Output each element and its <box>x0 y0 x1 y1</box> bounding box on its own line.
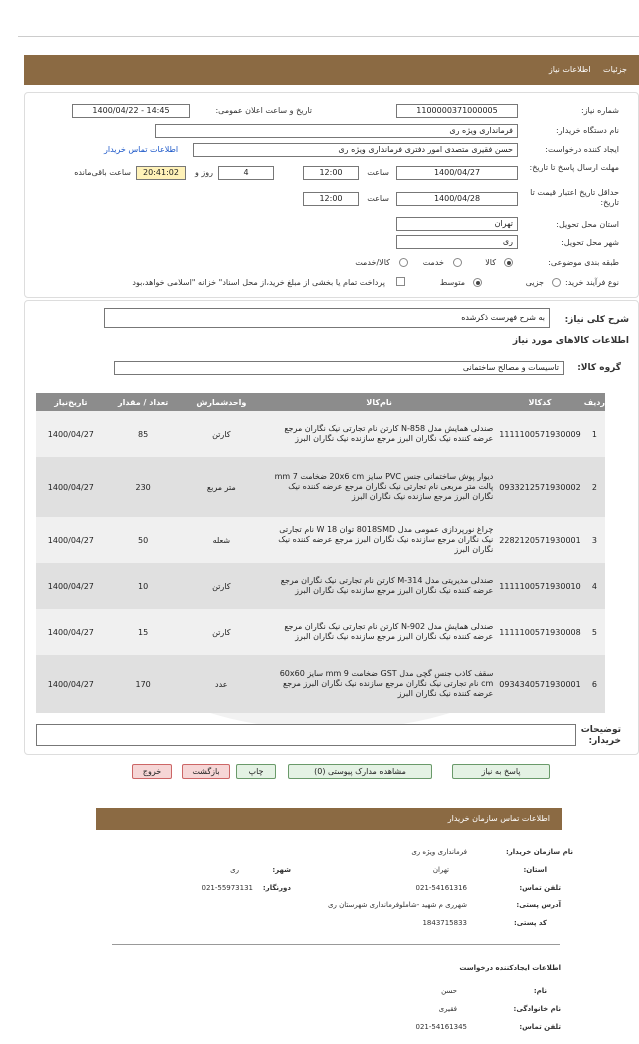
reply-button[interactable]: پاسخ به نیاز <box>452 764 550 779</box>
col-qty-header: تعداد / مقدار <box>106 393 181 411</box>
validity-date-field: 1400/04/28 <box>396 192 518 206</box>
payment-treasury-label: پرداخت تمام یا بخشی از مبلغ خرید،از محل اسناد" خزانه "اسلامی خواهد،بود <box>132 278 385 287</box>
row-index: 4 <box>584 563 605 609</box>
row-qty: 10 <box>106 563 181 609</box>
reply-time-label: ساعت <box>367 168 389 177</box>
contact-org-label: نام سازمان خریدار: <box>505 848 573 856</box>
process-medium-radio[interactable] <box>473 278 482 287</box>
category-goods-radio[interactable] <box>504 258 513 267</box>
col-code-header: کدکالا <box>496 393 583 411</box>
table-row[interactable] <box>36 563 605 609</box>
process-medium-label: متوسط <box>439 278 465 287</box>
row-name: سقف کاذب جنس گچی مدل GST ضخامت 9 mm سایز 60x60 cm نام تجارتی نیک نگاران مرجع سازنده نیک نگاران البرز مرجع عرضه کننده نیک نگاران البرز <box>262 655 496 713</box>
category-both-radio[interactable] <box>399 258 408 267</box>
req-last-name-value: فقیری <box>438 1005 457 1013</box>
validity-time-field: 12:00 <box>303 192 359 206</box>
table-row[interactable] <box>36 655 605 713</box>
buyer-notes-label: توضیحات خریدار: <box>580 725 621 746</box>
table-row[interactable] <box>36 457 605 517</box>
row-index: 2 <box>584 457 605 517</box>
tab-need-info[interactable]: اطلاعات نیاز <box>548 65 591 74</box>
table-header-row <box>36 393 605 411</box>
province-label: استان محل تحویل: <box>556 220 619 229</box>
row-index: 3 <box>584 517 605 563</box>
row-date: 1400/04/27 <box>36 563 106 609</box>
contact-org-value: فرمانداری ویژه ری <box>411 848 467 856</box>
col-unit-header: واحدشمارش <box>181 393 262 411</box>
need-number-field: 1100000371000005 <box>396 104 518 118</box>
row-unit: کارتن <box>181 563 262 609</box>
contact-postal-label: کد پستی: <box>513 919 547 927</box>
buyer-notes-field <box>36 724 576 746</box>
process-minor-radio[interactable] <box>552 278 561 287</box>
row-unit: کارتن <box>181 609 262 655</box>
contact-city-value: ری <box>230 866 239 874</box>
reply-deadline-label: مهلت ارسال پاسخ تا تاریخ: <box>529 163 619 172</box>
row-name: چراغ نورپردازی عمومی مدل 8018SMD توان 18 W نام تجارتی نیک نگاران مرجع سازنده نیک نگاران البرز مرجع عرضه کننده نیک نگاران البرز <box>262 517 496 563</box>
reply-time-field: 12:00 <box>303 166 359 180</box>
general-desc-label: شرح کلی نیاز: <box>564 315 629 325</box>
row-date: 1400/04/27 <box>36 457 106 517</box>
req-first-name-label: نام: <box>533 987 547 995</box>
contact-header: اطلاعات تماس سازمان خریدار <box>96 808 562 830</box>
row-index: 6 <box>584 655 605 713</box>
goods-table <box>36 393 605 713</box>
row-code: 0934340571930001 <box>496 655 583 713</box>
row-name: دیوار پوش ساختمانی جنس PVC سایز 20x6 cm ضخامت 7 mm پالت متر مربعی نام تجارتی نیک نگاران مرجع عرضه کننده نیک نگاران البرز مرجع سازنده نیک نگاران البرز <box>262 457 496 517</box>
requester-info-title: اطلاعات ایجادکننده درخواست <box>459 964 561 972</box>
price-validity-label: حداقل تاریخ اعتبار قیمت تا تاریخ: <box>530 188 619 207</box>
row-index: 5 <box>584 609 605 655</box>
buyer-org-field: فرمانداری ویژه ری <box>155 124 518 138</box>
process-minor-label: جزیی <box>525 278 544 287</box>
category-both-label: کالا/خدمت <box>355 258 390 267</box>
back-button[interactable]: بازگشت <box>182 764 230 779</box>
attachments-button[interactable]: مشاهده مدارک پیوستی (0) <box>288 764 432 779</box>
contact-postal-value: 1843715833 <box>422 919 467 927</box>
row-date: 1400/04/27 <box>36 609 106 655</box>
reply-date-field: 1400/04/27 <box>396 166 518 180</box>
row-qty: 15 <box>106 609 181 655</box>
col-index-header: ردیف <box>584 393 605 411</box>
time-left-field: 20:41:02 <box>136 166 186 180</box>
contact-address-value: شهرری م شهید -شاملوفرمانداری شهرستان ری <box>328 901 467 909</box>
row-qty: 230 <box>106 457 181 517</box>
row-name: صندلی همایش مدل N-902 کارتن نام تجارتی نیک نگاران مرجع عرضه کننده نیک نگاران البرز مرجع سازنده نیک نگاران البرز <box>262 609 496 655</box>
row-code: 2282120571930001 <box>496 517 583 563</box>
payment-treasury-checkbox[interactable] <box>396 277 405 286</box>
validity-time-label: ساعت <box>367 194 389 203</box>
contact-address-label: آدرس پستی: <box>516 901 561 909</box>
req-last-name-label: نام خانوادگی: <box>513 1005 561 1013</box>
req-phone-label: تلفن تماس: <box>519 1023 561 1031</box>
print-button[interactable]: چاپ <box>236 764 276 779</box>
city-field: ری <box>396 235 518 249</box>
row-name: صندلی همایش مدل N-858 کارتن نام تجارتی نیک نگاران مرجع عرضه کننده نیک نگاران البرز مرجع سازنده نیک نگاران البرز <box>262 411 496 457</box>
day-label: روز و <box>195 168 213 177</box>
row-date: 1400/04/27 <box>36 655 106 713</box>
goods-group-label: گروه کالا: <box>577 363 621 373</box>
contact-fax-label: دورنگار: <box>262 884 291 892</box>
announce-datetime-label: تاریخ و ساعت اعلان عمومی: <box>215 106 312 115</box>
contact-phone-value: 021-54161316 <box>415 884 467 892</box>
row-date: 1400/04/27 <box>36 517 106 563</box>
table-row[interactable] <box>36 609 605 655</box>
contact-divider <box>112 944 560 945</box>
contact-city-label: شهر: <box>272 866 291 874</box>
row-unit: عدد <box>181 655 262 713</box>
buyer-org-label: نام دستگاه خریدار: <box>556 126 619 135</box>
row-qty: 170 <box>106 655 181 713</box>
general-desc-field: به شرح فهرست ذکرشده <box>104 308 550 328</box>
goods-info-heading: اطلاعات کالاهای مورد نیاز <box>512 336 629 346</box>
row-code: 1111100571930010 <box>496 563 583 609</box>
need-number-label: شماره نیاز: <box>581 106 619 115</box>
row-date: 1400/04/27 <box>36 411 106 457</box>
row-code: 0933212571930002 <box>496 457 583 517</box>
contact-province-label: استان: <box>523 866 547 874</box>
row-index: 1 <box>584 411 605 457</box>
row-unit: کارتن <box>181 411 262 457</box>
top-divider <box>18 36 639 37</box>
category-service-radio[interactable] <box>453 258 462 267</box>
col-name-header: نام‌کالا <box>262 393 496 411</box>
header-tabbar <box>24 55 639 85</box>
row-code: 1111100571930008 <box>496 609 583 655</box>
contact-phone-label: تلفن تماس: <box>519 884 561 892</box>
row-name: صندلی مدیریتی مدل M-314 کارتن نام تجارتی نیک نگاران مرجع عرضه کننده نیک نگاران البرز مرجع سازنده نیک نگاران البرز <box>262 563 496 609</box>
category-goods-label: کالا <box>485 258 496 267</box>
row-unit: متر مربع <box>181 457 262 517</box>
city-label: شهر محل تحویل: <box>561 238 619 247</box>
category-service-label: خدمت <box>422 258 444 267</box>
req-first-name-value: حسن <box>441 987 457 995</box>
col-date-header: تاریخ‌نیاز <box>36 393 106 411</box>
requester-field: حسن فقیری متصدی امور دفتری فرمانداری ویژه ری <box>193 143 518 157</box>
row-unit: شعله <box>181 517 262 563</box>
req-phone-value: 021-54161345 <box>415 1023 467 1031</box>
buyer-contact-link[interactable]: اطلاعات تماس خریدار <box>104 145 179 154</box>
tab-details[interactable]: جزئیات <box>603 65 627 74</box>
contact-province-value: تهران <box>432 866 449 874</box>
table-row[interactable] <box>36 411 605 457</box>
row-qty: 50 <box>106 517 181 563</box>
remaining-label: ساعت باقی‌مانده <box>74 168 131 177</box>
province-field: تهران <box>396 217 518 231</box>
row-qty: 85 <box>106 411 181 457</box>
days-left-field: 4 <box>218 166 274 180</box>
process-type-label: نوع فرآیند خرید: <box>565 278 619 287</box>
goods-group-field: تاسیسات و مصالح ساختمانی <box>114 361 564 375</box>
requester-label: ایجاد کننده درخواست: <box>545 145 619 154</box>
contact-fax-value: 021-55973131 <box>201 884 253 892</box>
announce-datetime-field: 1400/04/22 - 14:45 <box>72 104 190 118</box>
table-row[interactable] <box>36 517 605 563</box>
exit-button[interactable]: خروج <box>132 764 172 779</box>
category-label: طبقه بندی موضوعی: <box>548 258 619 267</box>
row-code: 1111100571930009 <box>496 411 583 457</box>
